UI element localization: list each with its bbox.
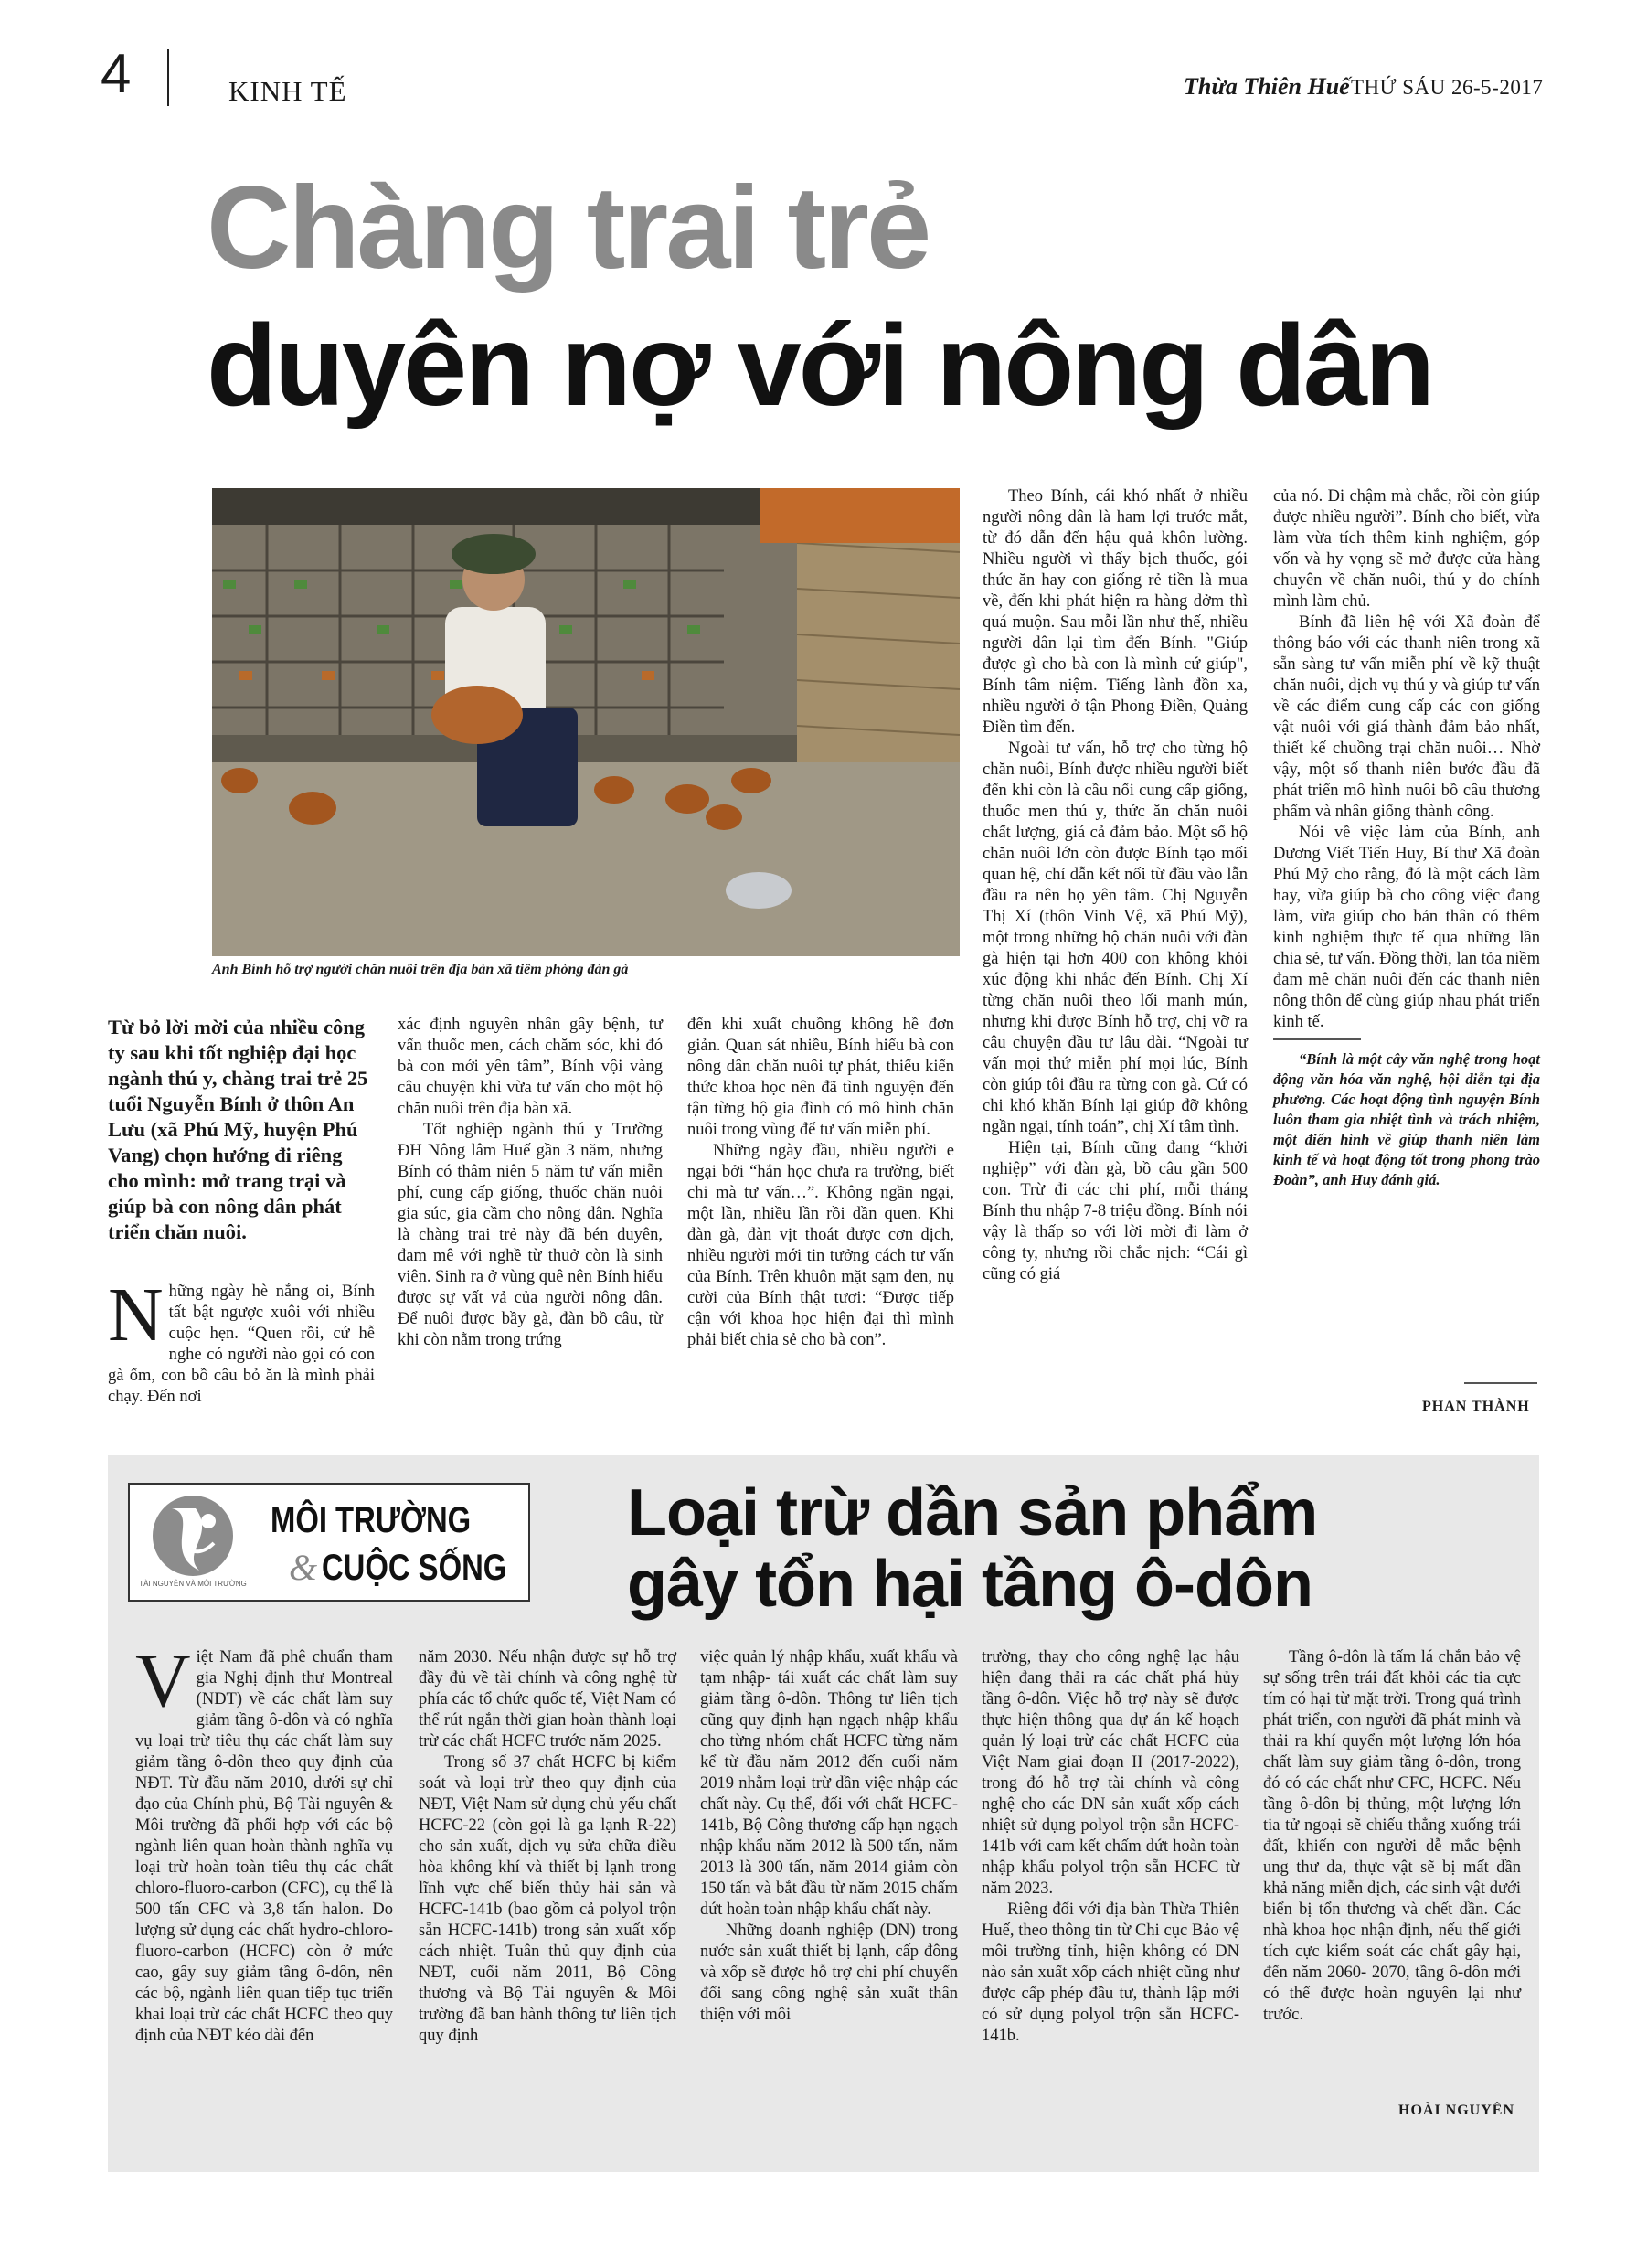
article-column-5 (1273, 486, 1540, 1190)
article-paragraph: đến khi xuất chuồng không hề đơn giản. Quan sát nhiều, Bính hiểu bà con nông dân chăn nuôi tự phát, thiếu kiến thức khoa học nên đã tình nguyện đến tận từng hộ gia đình có mô hình chăn nuôi trong vùng để tư vấn miễn phí. (687, 1016, 954, 1139)
paragraph-text: hững ngày hè nắng oi, Bính tất bật ngược xuôi với nhiều cuộc hẹn. “Quen rồi, cứ hễ nghe có người nào gọi có con gà ốm, con bồ câu bỏ ăn là mình phải chạy. Đến nơi (108, 1283, 375, 1406)
article-column-1 (108, 1272, 375, 1408)
drop-cap: V (135, 1638, 191, 1723)
article-paragraph: Tốt nghiệp ngành thú y Trường ĐH Nông lâm Huế gần 3 năm, nhưng Bính có thâm niên 5 năm tư vấn miễn phí, cung cấp giống, thuốc chăn nuôi gia súc, gia cầm cho nông dân. Nghĩa là chàng trai trẻ này đã bén duyên, đam mê với nghề từ thuở còn là sinh viên. Sinh ra ở vùng quê nên Bính hiểu được sự vất vả của người nông dân. Để nuôi được bầy gà, đàn bồ câu, từ khi còn nằm trong trứng (398, 1121, 663, 1349)
article-paragraph: Ngoài tư vấn, hỗ trợ cho từng hộ chăn nuôi, Bính được nhiều người biết đến khi còn là cầu nối cung cấp giống, thuốc men thú y, thức ăn chăn nuôi chất lượng, giá cả đảm bảo. Một số hộ chăn nuôi lớn còn được Bính tạo mối quan hệ, chỉ dẫn kết nối từ đầu vào lẫn đầu ra nên họ yên tâm. Chị Nguyễn Thị Xí (thôn Vinh Vệ, xã Phú Mỹ), một trong những hộ chăn nuôi với đàn gà hiện tại hơn 400 con không khỏi xúc động khi nhắc đến Bính. Chị Xí từng chăn nuôi theo lối manh mún, nhưng khi được Bính hỗ trợ, chị vỡ ra câu chuyện đầu tư lâu dài. “Ngoài tư vấn mọi thứ miễn phí mọi lúc, Bính còn giúp tôi đầu ra từng con gà. Cứ có chi khó khăn Bính lại giúp đỡ không ngần ngại, tính toán”, chị Xí tâm tình. (983, 740, 1248, 1136)
box-paragraph: Riêng đối với địa bàn Thừa Thiên Huế, theo thông tin từ Chi cục Bảo vệ môi trường tỉnh, hiện không có DN nào sản xuất xốp cách nhiệt cũng như được cấp phép đầu tư, thành lập mới có sử dụng polyol trộn sẵn HCFC-141b. (982, 1901, 1239, 2045)
box-paragraph: Trong số 37 chất HCFC bị kiểm soát và loại trừ theo quy định của NĐT, Việt Nam sử dụng chủ yếu chất HCFC-22 (còn gọi là ga lạnh R-22) cho sản xuất, dịch vụ sửa chữa điều hòa không khí và thiết bị lạnh trong lĩnh vực chế biến thủy hải sản và HCFC-141b (bao gồm cả polyol trộn sẵn HCFC-141b) trong sản xuất xốp cách nhiệt. Tuân thủ quy định của NĐT, cuối năm 2011, Bộ Công thương và Bộ Tài nguyên & Môi trường đã ban hành thông tư liên tịch quy định (419, 1753, 676, 2045)
logo-text: TÀI NGUYÊN VÀ MÔI TRƯỜNG (139, 1580, 247, 1588)
section-title: KINH TẾ (228, 75, 347, 107)
box-paragraph: việc quản lý nhập khẩu, xuất khẩu và tạm nhập- tái xuất các chất làm suy giảm tầng ô-dôn. Thông tư liên tịch cũng quy định hạn ngạch nhập khẩu cho từng nhóm chất HCFC từng năm kể từ đầu năm 2012 đến cuối năm 2019 nhằm loại trừ dần việc nhập các chất này. Cụ thể, đối với chất HCFC-141b, Bộ Công thương cấp hạn ngạch nhập khẩu năm 2012 là 500 tấn, năm 2013 là 300 tấn, năm 2014 giảm còn 150 tấn và bắt đầu từ năm 2015 chấm dứt hoàn toàn nhập khẩu chất này. (700, 1648, 958, 1919)
quote-divider (1273, 1038, 1361, 1040)
article-paragraph: Theo Bính, cái khó nhất ở nhiều người nông dân là ham lợi trước mắt, từ đó dẫn đến hậu quả khôn lường. Nhiều người vì thấy bịch thuốc, gói thức ăn hay con giống rẻ tiền là mua về, đến khi phát hiện ra hàng dởm thì quá muộn. Sau mỗi lần như thế, nhiều người dân lại tìm đến Bính. "Giúp được gì cho bà con là mình cứ giúp", Bính tâm niệm. Tiếng lành đồn xa, nhiều người ở tận Phong Điền, Quảng Điền tìm đến. (983, 487, 1248, 737)
box-headline-line-2: gây tổn hại tầng ô-dôn (627, 1548, 1312, 1621)
box-paragraph: Những doanh nghiệp (DN) trong nước sản xuất thiết bị lạnh, cấp đông và xốp sẽ được hỗ trợ chi phí chuyển đổi sang công nghệ sản xuất thân thiện với môi (700, 1922, 958, 2024)
badge-title-line-1: MÔI TRƯỜNG (271, 1500, 472, 1540)
box-paragraph: Tầng ô-dôn là tấm lá chắn bảo vệ sự sống trên trái đất khỏi các tia cực tím có hại từ mặt trời. Trong quá trình phát triển, con người đã phát minh và thải ra khí quyển một lượng lớn hóa chất làm suy giảm tầng ô-dôn, trong đó có các chất như CFC, HCFC. Nếu tầng ô-dôn bị thủng, một lượng lớn tia tử ngoại sẽ chiếu thẳng xuống trái đất, khiến con người dễ mắc bệnh ung thư da, thực vật sẽ bị mất dần khả năng miễn dịch, các sinh vật dưới biển bị tổn thương và chết dần. Các nhà khoa học nhận định, nếu thế giới tích cực kiểm soát các chất gây hại, đến năm 2060- 2070, tầng ô-dôn mới có thể được hoàn nguyên lại như trước. (1263, 1648, 1521, 2024)
badge-title-line-2: CUỘC SỐNG (322, 1548, 507, 1588)
page-number: 4 (101, 43, 132, 104)
issue-date: THỨ SÁU 26-5-2017 (1351, 76, 1544, 99)
box-column-1 (135, 1638, 393, 2047)
box-column-2 (419, 1647, 676, 2047)
box-paragraph: năm 2030. Nếu nhận được sự hỗ trợ đầy đủ về tài chính và công nghệ từ phía các tổ chức quốc tế, Việt Nam có thể rút ngắn thời gian hoàn thành loại trừ các chất HCFC trước năm 2025. (419, 1648, 676, 1751)
box-column-5 (1263, 1647, 1521, 2026)
box-headline-line-1: Loại trừ dần sản phẩm (627, 1476, 1318, 1549)
photo-caption: Anh Bính hỗ trợ người chăn nuôi trên địa bàn xã tiêm phòng đàn gà (212, 962, 629, 977)
box-byline: HOÀI NGUYÊN (1398, 2103, 1515, 2118)
article-paragraph (108, 1272, 375, 1408)
article-paragraph: Những ngày đầu, nhiều người e ngại bởi “hắn học chưa ra trường, biết chi mà tư vấn…”. Không ngần ngại, một lần, nhiều lần rồi dần quen. Khi đàn gà, đàn vịt thoát được cơn dịch, nhiều người mới tin tưởng cách tư vấn của Bính. Trên khuôn mặt sạm đen, nụ cười của Bính thật tươi: “Được tiếp cận với khoa học hiện đại thì mình phải biết chia sẻ cho bà con”. (687, 1142, 954, 1349)
article-paragraph: Hiện tại, Bính cũng đang “khởi nghiệp” với đàn gà, bồ câu gần 500 con. Trừ đi các chi phí, mỗi tháng Bính thu nhập 7-8 triệu đồng. Bính nói vậy là thấp so với lời mời đi làm ở công ty, nhưng rồi chắc nịch: “Cái gì cũng có giá (983, 1139, 1248, 1283)
article-paragraph: Bính đã liên hệ với Xã đoàn để thông báo với các thanh niên trong xã sẵn sàng tư vấn miễn phí về kỹ thuật chăn nuôi, dịch vụ thú y và giúp tư vấn về các điểm cung cấp các con giống vật nuôi với giá thành đảm bảo nhất, thiết kế chuồng trại chăn nuôi… Nhờ vậy, một số thanh niên bước đầu đã phát triển mô hình nuôi bồ câu thương phẩm và nhân giống thành công. (1273, 613, 1540, 821)
pull-quote: “Bính là một cây văn nghệ trong hoạt động văn hóa văn nghệ, hội diễn tại địa phương. Các hoạt động tình nguyện Bính luôn tham gia nhiệt tình và trách nhiệm, một điển hình về giúp thanh niên làm kinh tế và hoạt động tốt trong phong trào Đoàn”, anh Huy đánh giá. (1273, 1050, 1540, 1188)
article-column-2 (398, 1015, 663, 1351)
article-paragraph: của nó. Đi chậm mà chắc, rồi còn giúp được nhiều người”. Bính cho biết, vừa làm vừa tích thêm kinh nghiệm, góp vốn và hy vọng sẽ mở được cửa hàng chuyên về chăn nuôi, thú y do chính mình làm chủ. (1273, 487, 1540, 611)
article-photo (212, 488, 960, 956)
article-column-4 (983, 486, 1248, 1285)
headline-line-1: Chàng trai trẻ (207, 163, 930, 293)
badge-ampersand: & (289, 1547, 318, 1588)
header-divider (167, 49, 169, 106)
paragraph-text: iệt Nam đã phê chuẩn tham gia Nghị định thư Montreal (NĐT) về các chất làm suy giảm tầng ô-dôn và có nghĩa vụ loại trừ tiêu thụ các chất làm suy giảm tầng ô-dôn theo quy định của NĐT. Từ đầu năm 2010, dưới sự chỉ đạo của Chính phủ, Bộ Tài nguyên & Môi trường đã phối hợp với các bộ ngành liên quan hoàn thành nghĩa vụ loại trừ hoàn toàn tiêu thụ các chất chloro-fluoro-carbon (CFC), cụ thể là 500 tấn CFC và 3,8 tấn halon. Do lượng sử dụng các chất hydro-chloro-fluoro-carbon (HCFC) còn ở mức cao, gây suy giảm tầng ô-dôn, nên các bộ, ngành liên quan tiếp tục triển khai loại trừ các chất HCFC theo quy định của NĐT kéo dài đến (135, 1648, 393, 2045)
box-paragraph (135, 1638, 393, 2047)
article-byline: PHAN THÀNH (1422, 1399, 1530, 1414)
masthead: Thừa Thiên Huế (1184, 73, 1350, 100)
article-paragraph: xác định nguyên nhân gây bệnh, tư vấn thuốc men, cách chăm sóc, khi đó bà con mới yên tâm”, Bính vội vàng câu chuyện khi vừa tư vấn cho một hộ chăn nuôi trên địa bàn xã. (398, 1016, 663, 1118)
article-lede: Từ bỏ lời mời của nhiều công ty sau khi tốt nghiệp đại học ngành thú y, chàng trai trẻ 25 tuổi Nguyễn Bính ở thôn An Lưu (xã Phú Mỹ, huyện Phú Vang) chọn hướng đi riêng cho mình: mở trang trại và giúp bà con nông dân phát triển chăn nuôi. (108, 1016, 368, 1243)
box-paragraph: trường, thay cho công nghệ lạc hậu hiện đang thải ra các chất phá hủy tầng ô-dôn. Việc hỗ trợ này sẽ được thực hiện thông qua dự án kế hoạch quản lý loại trừ các chất HCFC của Việt Nam giai đoạn II (2017-2022), trong đó hỗ trợ tài chính và công nghệ cho các DN sản xuất xốp cách nhiệt sử dụng polyol trộn sẵn HCFC-141b với cam kết chấm dứt hoàn toàn nhập khẩu polyol trộn sẵn HCFC từ năm 2023. (982, 1648, 1239, 1898)
byline-divider (1464, 1382, 1537, 1384)
article-paragraph: Nói về việc làm của Bính, anh Dương Viết Tiến Huy, Bí thư Xã đoàn Phú Mỹ cho rằng, đó là một cách làm hay, vừa giúp bà cho công việc đang làm, vừa giúp cho bản thân có thêm kinh nghiệm thực tế qua những lần chia sẻ, tư vấn. Đồng thời, lan tỏa niềm đam mê chăn nuôi đến các thanh niên nông thôn để cùng giúp nhau phát triển kinh tế. (1273, 824, 1540, 1031)
headline-line-2: duyên nợ với nông dân (207, 301, 1433, 430)
box-headline (627, 1477, 1317, 1620)
ministry-logo (135, 1488, 250, 1596)
drop-cap: N (108, 1272, 164, 1358)
article-column-3 (687, 1015, 954, 1351)
box-column-3 (700, 1647, 958, 2026)
box-column-4 (982, 1647, 1239, 2047)
